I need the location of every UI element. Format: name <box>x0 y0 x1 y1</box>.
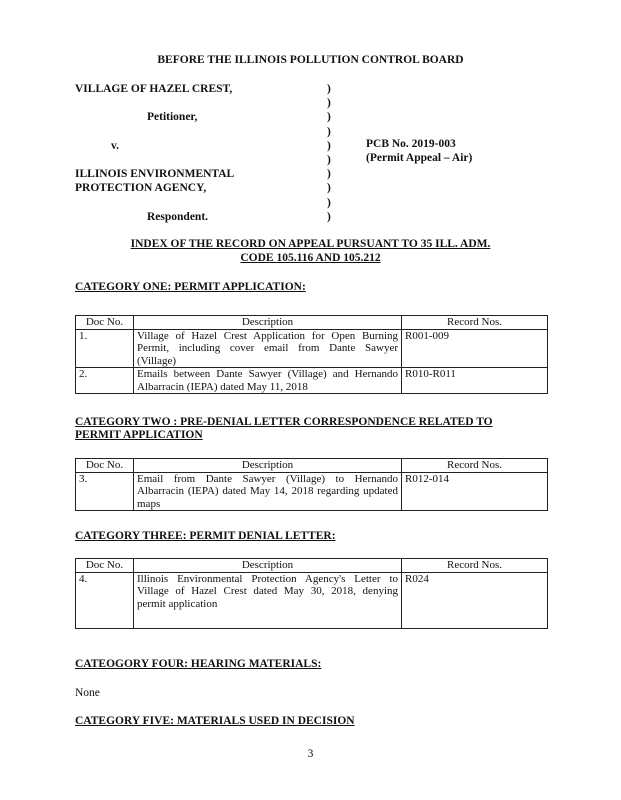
category-one-title: CATEGORY ONE: PERMIT APPLICATION: <box>75 281 306 293</box>
category-three-title: CATEGORY THREE: PERMIT DENIAL LETTER: <box>75 530 336 542</box>
record-nos-cell: R024 <box>402 572 548 628</box>
description-cell: Emails between Dante Sawyer (Village) and Hernando Albarracin (IEPA) dated May 11, 2018 <box>134 368 402 394</box>
description-header: Description <box>134 459 402 473</box>
index-title-line-2: CODE 105.116 AND 105.212 <box>240 252 381 264</box>
table-header-row <box>76 459 548 473</box>
doc-no-cell: 1. <box>76 329 134 368</box>
record-nos-cell: R001-009 <box>402 329 548 368</box>
description-cell: Email from Dante Sawyer (Village) to Hernando Albarracin (IEPA) dated May 14, 2018 regarding updated maps <box>134 472 402 511</box>
category-four-body: None <box>75 687 100 699</box>
description-cell: Illinois Environmental Protection Agency's Letter to Village of Hazel Crest dated May 30, 2018, denying permit application <box>134 572 402 628</box>
page-number: 3 <box>307 748 314 760</box>
case-number: PCB No. 2019-003 <box>366 138 456 150</box>
category-four-title: CATEOGORY FOUR: HEARING MATERIALS: <box>75 658 322 670</box>
category-five-title: CATEGORY FIVE: MATERIALS USED IN DECISION <box>75 715 355 727</box>
case-type: (Permit Appeal – Air) <box>366 152 473 164</box>
case-caption-parties <box>75 82 325 224</box>
description-header: Description <box>134 316 402 330</box>
record-nos-cell: R010-R011 <box>402 368 548 394</box>
versus: v. <box>111 139 119 152</box>
category-one-table <box>75 315 548 394</box>
table-header-row <box>76 316 548 330</box>
respondent-line-1: ILLINOIS ENVIRONMENTAL <box>75 168 235 181</box>
table-header-row <box>76 559 548 573</box>
index-title-line-1: INDEX OF THE RECORD ON APPEAL PURSUANT TO 35 ILL. ADM. <box>130 238 491 250</box>
doc-no-cell: 2. <box>76 368 134 394</box>
description-header: Description <box>134 559 402 573</box>
doc-no-cell: 3. <box>76 472 134 511</box>
petitioner-name: VILLAGE OF HAZEL CREST, <box>75 83 233 95</box>
description-cell: Village of Hazel Crest Application for Open Burning Permit, including cover email from Dante Sawyer (Village) <box>134 329 402 368</box>
table-row <box>76 472 548 511</box>
petitioner-role: Petitioner, <box>147 111 198 124</box>
table-row <box>76 572 548 628</box>
doc-no-header: Doc No. <box>76 559 134 573</box>
category-two-table <box>75 458 548 511</box>
record-nos-cell: R012-014 <box>402 472 548 511</box>
doc-no-header: Doc No. <box>76 459 134 473</box>
caption-parentheses: ) ) ) ) ) ) ) ) ) ) <box>327 83 331 223</box>
doc-no-header: Doc No. <box>76 316 134 330</box>
category-two-title-line-2: PERMIT APPLICATION <box>75 429 203 441</box>
record-nos-header: Record Nos. <box>402 459 548 473</box>
table-row <box>76 368 548 394</box>
doc-no-cell: 4. <box>76 572 134 628</box>
respondent-role: Respondent. <box>147 210 209 223</box>
table-row <box>76 329 548 368</box>
board-heading: BEFORE THE ILLINOIS POLLUTION CONTROL BOARD <box>157 54 464 66</box>
record-nos-header: Record Nos. <box>402 559 548 573</box>
respondent-line-2: PROTECTION AGENCY, <box>75 182 207 195</box>
category-two-title-line-1: CATEGORY TWO : PRE-DENIAL LETTER CORRESPONDENCE RELATED TO <box>75 416 493 428</box>
category-three-table <box>75 558 548 629</box>
record-nos-header: Record Nos. <box>402 316 548 330</box>
